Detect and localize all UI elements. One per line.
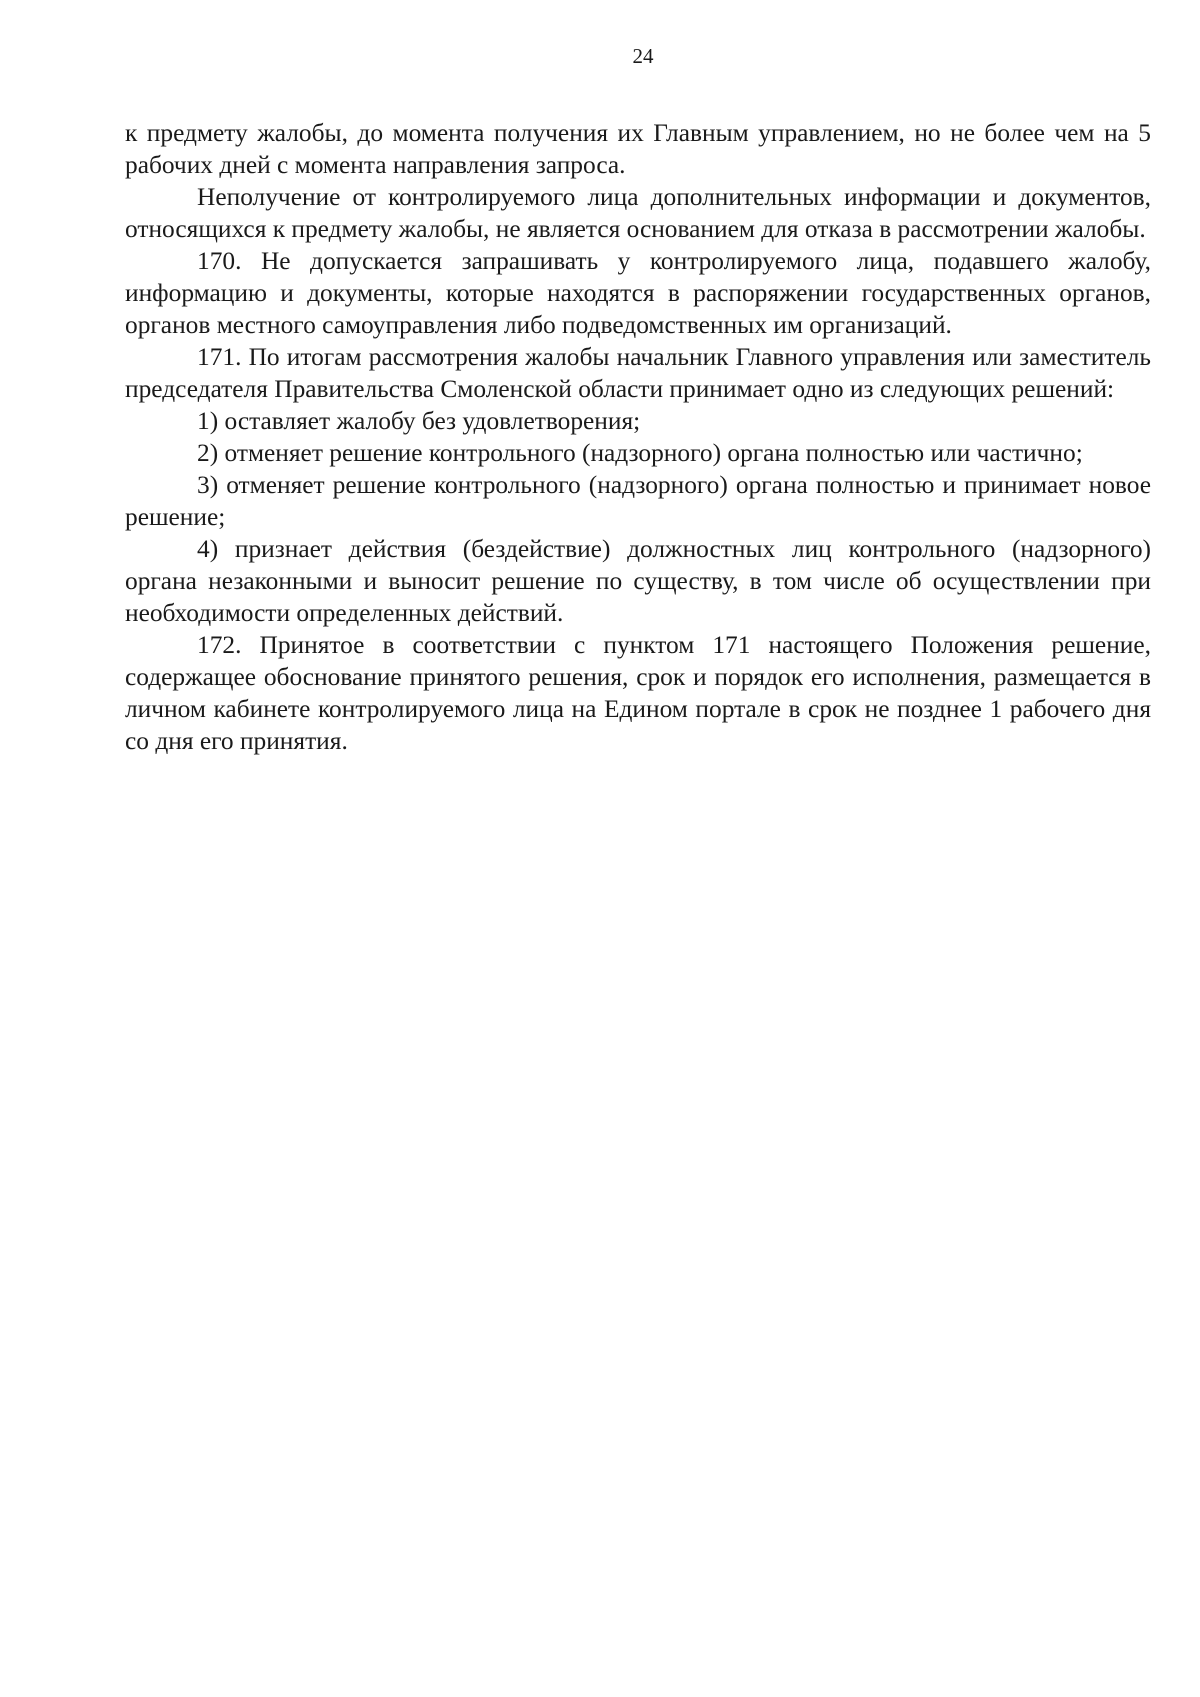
page-number: 24 [632,44,654,68]
paragraph-nonreceipt: Неполучение от контролируемого лица дополнительных информации и документов, относящихся к предмету жалобы, не является основанием для отказа в рассмотрении жалобы. [125,183,1151,243]
list-item-3: 3) отменяет решение контрольного (надзорного) органа полностью и принимает новое решение; [125,471,1151,531]
document-body [125,117,1151,757]
paragraph-171: 171. По итогам рассмотрения жалобы начальник Главного управления или заместитель председателя Правительства Смоленской области принимает одно из следующих решений: [125,343,1151,403]
paragraph-continuation: к предмету жалобы, до момента получения их Главным управлением, но не более чем на 5 рабочих дней с момента направления запроса. [125,119,1151,179]
paragraph-172: 172. Принятое в соответствии с пунктом 171 настоящего Положения решение, содержащее обоснование принятого решения, срок и порядок его исполнения, размещается в личном кабинете контролируемого лица на Едином портале в срок не позднее 1 рабочего дня со дня его принятия. [125,631,1151,755]
list-item-4: 4) признает действия (бездействие) должностных лиц контрольного (надзорного) органа незаконными и выносит решение по существу, в том числе об осуществлении при необходимости определенных действий. [125,535,1151,627]
list-item-2: 2) отменяет решение контрольного (надзорного) органа полностью или частично; [197,439,1083,467]
paragraph-170: 170. Не допускается запрашивать у контролируемого лица, подавшего жалобу, информацию и документы, которые находятся в распоряжении государственных органов, органов местного самоуправления либо подведомственных им организаций. [125,247,1151,339]
list-item-1: 1) оставляет жалобу без удовлетворения; [197,407,641,435]
